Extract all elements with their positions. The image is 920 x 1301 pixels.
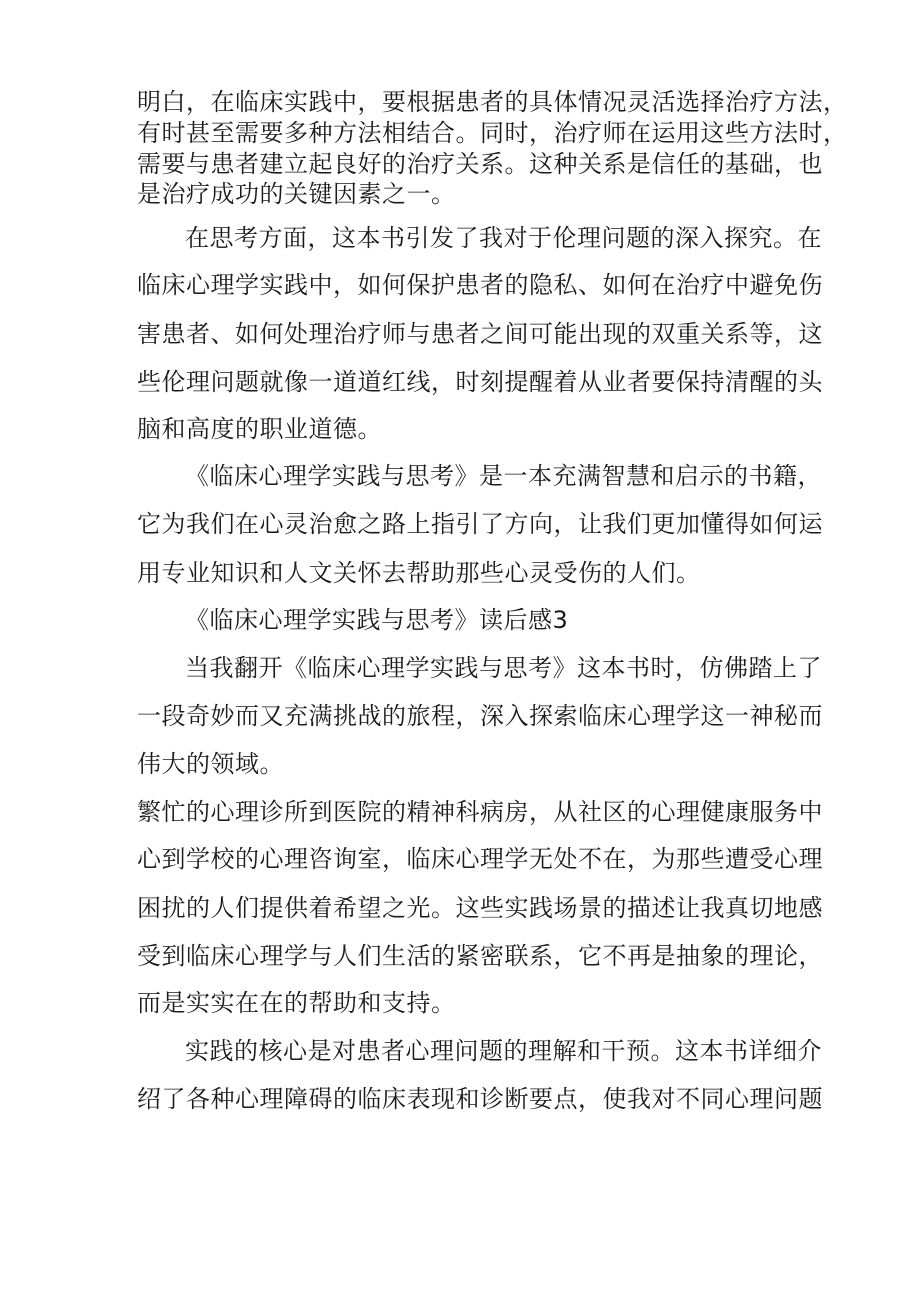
paragraph-4-line-3: 伟大的领域。 (137, 750, 284, 778)
paragraph-6-line-1: 实践的核心是对患者心理问题的理解和干预。这本书详细介 (185, 1037, 822, 1065)
paragraph-2-line-5: 脑和高度的职业道德。 (137, 415, 382, 443)
paragraph-3-line-1: 《临床心理学实践与思考》是一本充满智慧和启示的书籍， (185, 462, 822, 490)
paragraph-4-line-1: 当我翻开《临床心理学实践与思考》这本书时，仿佛踏上了 (185, 654, 822, 682)
paragraph-2-line-2: 临床心理学实践中，如何保护患者的隐私、如何在治疗中避免伤 (137, 271, 823, 299)
paragraph-4-line-2: 一段奇妙而又充满挑战的旅程，深入探索临床心理学这一神秘而 (137, 702, 823, 730)
paragraph-1-line-2: 有时甚至需要多种方法相结合。同时，治疗师在运用这些方法时， (137, 119, 848, 147)
paragraph-5-line-2: 心到学校的心理咨询室，临床心理学无处不在，为那些遭受心理 (137, 845, 823, 873)
paragraph-2-line-1: 在思考方面，这本书引发了我对于伦理问题的深入探究。在 (185, 224, 822, 252)
paragraph-5-line-5: 而是实实在在的帮助和支持。 (137, 989, 456, 1017)
paragraph-2-line-4: 些伦理问题就像一道道红线，时刻提醒着从业者要保持清醒的头 (137, 368, 823, 396)
paragraph-3-line-2: 它为我们在心灵治愈之路上指引了方向，让我们更加懂得如何运 (137, 510, 823, 538)
paragraph-3-line-3: 用专业知识和人文关怀去帮助那些心灵受伤的人们。 (137, 559, 701, 587)
paragraph-1-line-3: 需要与患者建立起良好的治疗关系。这种关系是信任的基础，也 (137, 150, 823, 178)
section-title: 《临床心理学实践与思考》读后感3 (185, 606, 569, 634)
paragraph-1-line-1: 明白，在临床实践中，要根据患者的具体情况灵活选择治疗方法， (137, 88, 848, 116)
paragraph-2-line-3: 害患者、如何处理治疗师与患者之间可能出现的双重关系等，这 (137, 320, 823, 348)
paragraph-5-line-1: 繁忙的心理诊所到医院的精神科病房，从社区的心理健康服务中 (137, 798, 823, 826)
paragraph-6-line-2: 绍了各种心理障碍的临床表现和诊断要点，使我对不同心理问题 (137, 1085, 823, 1113)
paragraph-5-line-4: 受到临床心理学与人们生活的紧密联系，它不再是抽象的理论， (137, 942, 823, 970)
paragraph-5-line-3: 困扰的人们提供着希望之光。这些实践场景的描述让我真切地感 (137, 894, 823, 922)
paragraph-1-line-4: 是治疗成功的关键因素之一。 (137, 180, 456, 208)
